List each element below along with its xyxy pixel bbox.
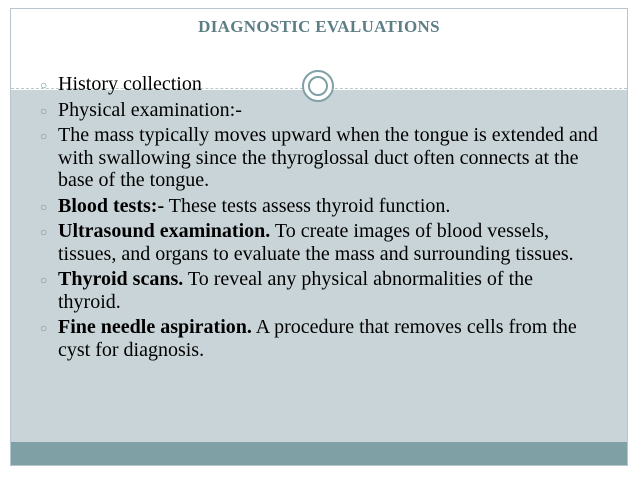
bullet-bold: Fine needle aspiration. [58, 316, 252, 338]
bullet-icon: ○ [40, 78, 48, 92]
bullet-item [40, 124, 600, 192]
bullet-item [40, 99, 600, 122]
bullet-icon: ○ [40, 103, 48, 118]
bullet-item [40, 268, 600, 313]
bullet-bold: Ultrasound examination. [58, 220, 271, 242]
bullet-item [40, 316, 600, 361]
bullet-text: Physical examination:- [58, 98, 242, 121]
bullet-text: These tests assess thyroid function. [164, 194, 451, 217]
footer-band [11, 442, 627, 465]
bullet-item [40, 220, 600, 265]
bullet-text: To reveal any physical abnormalities of the thyroid. [58, 268, 534, 313]
bullet-icon: ○ [40, 129, 48, 143]
bullet-text: To create images of blood vessels, tissues, and organs to evaluate the mass and surrounding tissues. [58, 220, 574, 265]
slide-title: DIAGNOSTIC EVALUATIONS [198, 17, 440, 36]
bullet-item [40, 73, 600, 96]
bullet-icon: ○ [40, 225, 48, 239]
bullet-text: The mass typically moves upward when the tongue is extended and with swallowing since the thyroglossal duct often connects at the base of the tongue. [58, 124, 598, 191]
bullet-icon: ○ [40, 273, 48, 287]
bullet-bold: Blood tests:- [58, 194, 165, 217]
bullet-item [40, 195, 600, 218]
bullet-text: History collection [58, 73, 202, 95]
bullet-text: A procedure that removes cells from the cyst for diagnosis. [58, 316, 577, 361]
bullet-bold: Thyroid scans. [58, 268, 184, 290]
bullet-icon: ○ [40, 321, 48, 335]
bullet-list [40, 73, 600, 364]
bullet-icon: ○ [40, 199, 48, 214]
